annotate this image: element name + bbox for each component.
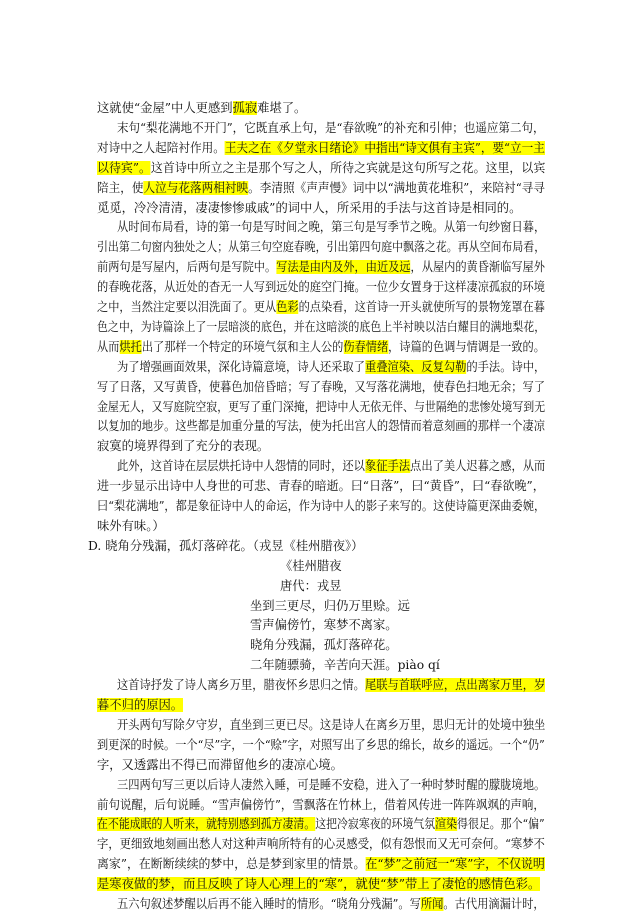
- text-span: 的春晚花落，从近处的杳无一人写到远处的庭空门掩。一位少女置身于这样凄凉孤寂的环境: [97, 280, 545, 295]
- highlighted-text: 人泣与花落两相衬映: [143, 180, 249, 195]
- highlighted-text: 暮不归的原因。: [97, 698, 184, 712]
- text-span: 末句“梨花满地不开门”，它既直承上句，是“春欲晚”的补充和引伸；也遥应第二句，: [117, 120, 545, 135]
- highlighted-text: 尾联与首联呼应，点出离家万里，岁: [364, 678, 546, 693]
- text-span: 味外有味。）: [97, 518, 165, 533]
- text-line: [97, 416, 545, 436]
- text-line: [97, 814, 545, 834]
- text-span: 字，又透露出不得已而滞留他乡的凄凉心境。: [97, 757, 343, 772]
- text-span: 三四两句写三更以后诗人凄然入睡，可是睡不安稳，进入了一种时梦时醒的朦胧境地。: [117, 777, 546, 792]
- text-span: 金屋无人，又写庭院空寂，更写了重门深掩，把诗中人无依无伴、与世隔绝的悲惨处境写到无: [97, 399, 546, 414]
- text-line: [97, 496, 545, 516]
- text-span: 这把冷寂寒夜的环境气氛: [315, 817, 436, 832]
- text-line: [117, 715, 545, 735]
- text-line: [97, 874, 540, 894]
- text-line: [97, 834, 545, 854]
- text-line: [97, 854, 545, 874]
- poem-line: [250, 615, 398, 635]
- poem-line: [250, 635, 398, 655]
- text-span: 离家”，在断断续续的梦中，总是梦到家里的情景。: [97, 857, 366, 872]
- text-span: 。李清照《声声慢》词中以“满地黄花堆积”，来陪衬“寻寻: [248, 180, 545, 195]
- highlighted-text: 写法是由内及外，由近及远: [276, 260, 411, 275]
- poem-author: [280, 576, 342, 596]
- text-span: 寂寞的境界得到了充分的表现。: [97, 439, 270, 454]
- text-line: [117, 675, 545, 695]
- text-span: 以复加的地步。这些都是加重分量的写法，使为托出宫人的怨情而着意刻画的那样一个凄凉: [97, 419, 545, 434]
- text-span: 坐到三更尽，归仍万里赊。远: [250, 598, 410, 613]
- poem-title: [280, 556, 342, 576]
- text-span: 为了增强画面效果，深化诗篇意境，诗人还采取了: [117, 359, 365, 374]
- highlighted-text: 在“梦”之前冠一“寒”字，不仅说明: [365, 857, 545, 872]
- text-line: [97, 337, 545, 357]
- text-line: [117, 217, 545, 237]
- text-span: 开头两句写除夕守岁，直坐到三更已尽。这是诗人在离乡万里，思归无计的处境中独坐: [117, 717, 546, 732]
- text-span: 从而: [97, 339, 120, 354]
- text-span: 这就使“金屋”中人更感到: [97, 101, 233, 115]
- text-span: 晓角分残漏，孤灯落碎花。: [250, 638, 398, 653]
- text-line: [97, 516, 165, 536]
- highlighted-text: 以待宾”。: [97, 160, 151, 175]
- text-span: D. 晓角分残漏，孤灯落碎花。（戎昱《桂州腊夜》）: [88, 538, 364, 553]
- highlighted-text: 渲染: [435, 817, 458, 832]
- text-line: [97, 755, 343, 775]
- highlighted-text: 王夫之在《夕堂永日绪论》中指出“诗文俱有主宾”，要“立一主: [224, 140, 545, 155]
- text-line: [97, 735, 545, 755]
- text-line: [97, 237, 545, 257]
- text-span: 前两句是写屋内，后两句是写院中。: [97, 260, 277, 275]
- text-line: [97, 695, 183, 715]
- text-span: 此外，这首诗在层层烘托诗中人怨情的同时，还以: [117, 459, 365, 474]
- text-line: [97, 178, 545, 198]
- text-span: 进一步显示出诗中人身世的可悲、青春的暗逝。曰“日落”，曰“黄昏”，曰“春欲晚”，: [97, 479, 545, 494]
- text-span: 的手法。诗中，: [466, 359, 546, 374]
- text-line: [97, 198, 521, 218]
- text-line: [97, 317, 545, 337]
- text-line: [88, 536, 363, 556]
- highlighted-text: 重叠渲染、反复勾勒: [364, 359, 467, 374]
- text-span: 陪主，使: [97, 180, 144, 195]
- text-span: 二年随骠骑，辛苦向天涯。piào qí: [250, 658, 440, 673]
- highlighted-text: 是寒夜做的梦，而且反映了诗人心理上的“寒”，就使“梦”带上了凄怆的感情色彩。: [97, 877, 541, 892]
- text-line: [97, 397, 545, 417]
- text-line: [97, 138, 545, 158]
- text-span: 得很足。那个“偏”: [457, 817, 545, 832]
- text-line: [117, 775, 545, 795]
- text-line: [97, 158, 545, 178]
- poem-line: [250, 596, 410, 616]
- text-line: [97, 377, 545, 397]
- text-span: 。古代用滴漏计时，: [443, 897, 545, 911]
- text-line: [117, 456, 545, 476]
- text-span: 写了日落，又写黄昏，使暮色加倍昏暗；写了春晚，又写落花满地，使春色扫地无余；写了: [97, 379, 545, 394]
- text-span: 的点染看，这首诗一开头就使所写的景物笼罩在暮: [298, 300, 545, 314]
- text-span: 《桂州腊夜: [280, 558, 342, 573]
- text-line: [97, 98, 306, 118]
- text-span: ，从屋内的黄昏渐临写屋外: [410, 260, 545, 275]
- text-span: 到更深的时候。一个“尽”字，一个“赊”字，对照写出了乡思的绵长，故乡的遥远。一个“仍”: [97, 737, 545, 752]
- text-line: [97, 277, 545, 297]
- text-line: [97, 257, 545, 277]
- text-span: ，诗篇的色调与情调是一致的。: [388, 339, 545, 354]
- highlighted-text: 烘托: [119, 339, 142, 354]
- highlighted-text: 所闻: [420, 897, 444, 911]
- text-line: [97, 297, 545, 317]
- poem-line: [250, 655, 440, 675]
- text-line: [117, 118, 545, 138]
- text-line: [117, 357, 545, 377]
- text-span: 点出了美人迟暮之感，从而: [410, 459, 546, 474]
- text-span: 觅觅，冷冷清清，凄凄惨惨戚戚”的词中人，所采用的手法与这首诗是相同的。: [97, 200, 522, 215]
- text-span: 唐代：戎昱: [280, 578, 342, 593]
- text-span: 色之中，为诗篇涂上了一层暗淡的底色，并在这暗淡的底色上半衬映以洁白耀目的满地梨花，: [97, 319, 546, 334]
- highlighted-text: 色彩: [276, 300, 299, 314]
- text-span: 五六句叙述梦醒以后再不能入睡时的情形。“晓角分残漏”。写: [117, 897, 421, 911]
- text-line: [117, 894, 545, 914]
- text-line: [97, 795, 545, 815]
- highlighted-text: 伤春情绪: [343, 339, 389, 354]
- text-line: [97, 476, 545, 496]
- highlighted-text: 象征手法: [364, 459, 411, 474]
- text-span: 曰“梨花满地”，都是象征诗中人的命运，作为诗中人的影子来写的。这使诗篇更深曲委婉，: [97, 499, 546, 513]
- text-span: 对诗中之人起陪衬作用。: [97, 140, 225, 155]
- highlighted-text: 孤寂: [232, 101, 258, 115]
- text-span: 出了那样一个特定的环境气氛和主人公的: [141, 339, 344, 354]
- text-span: 这首诗抒发了诗人离乡万里，腊夜怀乡思归之情。: [117, 678, 365, 693]
- text-span: 雪声偏傍竹，寒梦不离家。: [250, 618, 398, 633]
- highlighted-text: 在不能成眠的人听来，就特别感到孤方凄清。: [97, 817, 316, 832]
- text-span: 前句说醒，后句说睡。“雪声偏傍竹”，雪飘落在竹林上，借着风传进一阵阵飒飒的声响，: [97, 797, 545, 812]
- text-span: 从时间布局看，诗的第一句是写时间之晚，第三句是写季节之晚。从第一句纱窗日暮，: [117, 220, 546, 235]
- text-span: 引出第二句窗内独处之人；从第三句空庭春晚，引出第四句庭中飘落之花。再从空间布局看，: [97, 240, 546, 255]
- text-span: 字，更细致地刻画出愁人对这种声响所特有的心灵感受，似有怨恨而又无可奈何。“寒梦不: [97, 837, 545, 852]
- text-span: 之中，当然注定要以泪洗面了。更从: [97, 300, 277, 314]
- text-span: 这首诗中所立之主是那个写之人，所待之宾就是这句所写之花。这里，以宾: [150, 160, 546, 175]
- text-span: 难堪了。: [257, 101, 307, 115]
- text-line: [97, 436, 269, 456]
